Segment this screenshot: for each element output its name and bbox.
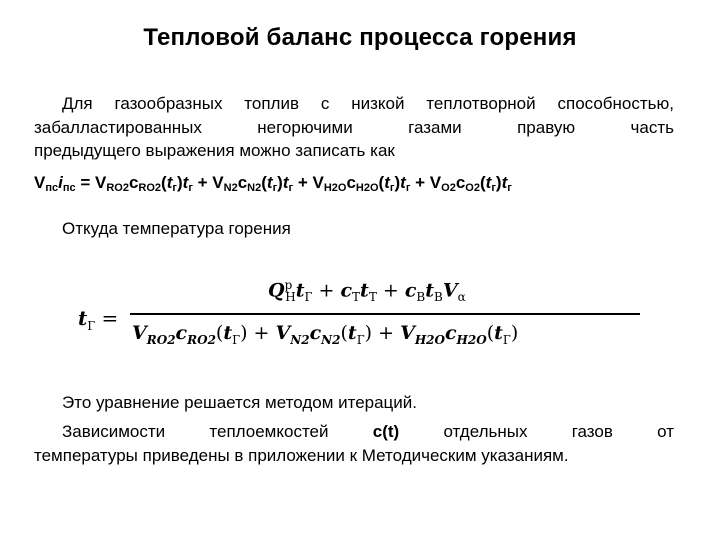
term-4-v-sub: O2 bbox=[441, 182, 456, 194]
den-c1-sub: RO bbox=[187, 332, 208, 347]
term-4-t-sub: г bbox=[507, 182, 512, 194]
term-4-c-sub: O2 bbox=[465, 182, 480, 194]
formula-equals: = bbox=[95, 306, 119, 330]
formula-lhs bbox=[78, 306, 118, 333]
term-3-v-sub: H2O bbox=[323, 182, 347, 194]
term-1-arg-sub: г bbox=[172, 182, 177, 194]
term-4-c: c bbox=[455, 173, 466, 192]
num-t3: t bbox=[425, 279, 435, 302]
term-2-t: t bbox=[282, 173, 289, 192]
combustion-temperature-formula bbox=[78, 272, 678, 362]
term-1-t: t bbox=[182, 173, 189, 192]
iteration-label: Это уравнение решается методом итераций. bbox=[62, 393, 418, 412]
num-t3-sub: В bbox=[434, 290, 443, 305]
term-4-t: t bbox=[501, 173, 508, 192]
den-c2-sub: N bbox=[321, 332, 333, 347]
den-c1-sub2: 2 bbox=[207, 332, 216, 347]
eq-lhs-i-sub: пс bbox=[62, 182, 76, 194]
den-arg-t-3: t bbox=[494, 322, 503, 344]
den-arg-t-1: t bbox=[223, 322, 233, 344]
term-3-arg-sub: г bbox=[389, 182, 395, 194]
term-3-c-sub: H2O bbox=[355, 182, 379, 194]
dependency-paragraph bbox=[34, 420, 674, 444]
num-q-sup: р bbox=[284, 278, 293, 292]
plus-3: + bbox=[410, 173, 430, 192]
slide-title: Тепловой баланс процесса горения bbox=[143, 24, 577, 51]
term-2-c-sub: N2 bbox=[247, 182, 262, 194]
den-arg-t-2: t bbox=[347, 322, 357, 344]
den-v1: V bbox=[132, 322, 147, 344]
eq-equals: = bbox=[75, 173, 95, 192]
num-t1-sub: Г bbox=[304, 290, 313, 305]
term-3-arg-t: t bbox=[384, 173, 390, 192]
term-2-t-sub: г bbox=[288, 182, 294, 194]
den-v3-sub: H bbox=[414, 332, 427, 347]
term-2-arg-t: t bbox=[266, 173, 273, 192]
term-2-v-sub: N2 bbox=[223, 182, 238, 194]
term-2-v: V bbox=[212, 173, 224, 192]
plus-1: + bbox=[192, 173, 213, 192]
intro-line-2: забалластированных негорючими газами правую часть bbox=[34, 117, 674, 137]
term-4-arg-sub: г bbox=[491, 182, 496, 194]
den-v2: V bbox=[275, 322, 291, 344]
term-1-t-sub: г bbox=[188, 182, 193, 194]
intro-paragraph bbox=[34, 92, 674, 116]
intro-paragraph-last bbox=[34, 139, 674, 163]
eq-lhs-v-sub: пс bbox=[45, 182, 59, 194]
term-1-c: c bbox=[128, 173, 139, 192]
whence-text bbox=[34, 217, 674, 241]
eq-lhs-i: i bbox=[58, 173, 63, 192]
eq-lhs-v: V bbox=[34, 173, 46, 192]
num-q-sub: Н bbox=[285, 290, 296, 305]
num-t2-sub: Т bbox=[368, 290, 377, 305]
num-v: V bbox=[442, 279, 458, 302]
den-v3-sub2: 2 bbox=[426, 332, 435, 347]
formula-denominator: $V_{RO2}c_{RO2}(t_Г) + V_{N2}c_{N2}(t_Г) + V_{H2O}c_{H2O}(t_Г)$ bbox=[132, 322, 519, 347]
num-c2: c bbox=[340, 279, 353, 302]
den-c2: c bbox=[309, 322, 322, 344]
formula-numerator bbox=[268, 278, 466, 304]
num-v-sub: α bbox=[457, 290, 466, 305]
term-2-arg-sub: г bbox=[272, 182, 278, 194]
term-3-t-sub: г bbox=[405, 182, 411, 194]
dependency-line-1 bbox=[34, 420, 674, 444]
num-q: Q bbox=[268, 279, 285, 302]
term-3-c: c bbox=[346, 173, 356, 192]
formula-lhs-t: t bbox=[78, 306, 88, 330]
dependency-text-a: Зависимости теплоемкостей bbox=[62, 422, 329, 441]
term-2-c: c bbox=[237, 173, 248, 192]
den-c3-sub2: 2 bbox=[467, 332, 477, 347]
den-arg-sub-3: Г bbox=[502, 332, 511, 347]
term-1-arg-t: t bbox=[166, 173, 173, 192]
term-3-v: V bbox=[312, 173, 324, 192]
den-v1-sub2: 2 bbox=[167, 332, 176, 347]
den-v2-sub2: 2 bbox=[301, 332, 310, 347]
den-arg-sub-1: Г bbox=[232, 332, 241, 347]
den-v2-sub: N bbox=[290, 332, 302, 347]
term-1-v: V bbox=[94, 173, 107, 192]
formula-lhs-sub: Г bbox=[87, 319, 96, 333]
num-c3-sub: В bbox=[416, 290, 426, 305]
dependency-text-b: отдельных газов от bbox=[443, 422, 674, 441]
intro-line-3: предыдущего выражения можно записать как bbox=[34, 141, 395, 160]
num-t2: t bbox=[360, 279, 369, 302]
den-plus-1: + bbox=[247, 322, 276, 344]
intro-line-1: Для газообразных топлив с низкой теплотворной способностью, bbox=[62, 94, 674, 113]
den-v3-sub3: O bbox=[434, 332, 445, 347]
num-plus-2: + bbox=[376, 279, 405, 302]
num-plus-1: + bbox=[312, 279, 341, 302]
den-v1-sub: RO bbox=[146, 332, 168, 347]
whence-label: Откуда температура горения bbox=[62, 219, 291, 238]
term-4-arg-t: t bbox=[485, 173, 492, 192]
den-v3: V bbox=[400, 322, 415, 344]
num-c3: c bbox=[404, 279, 417, 302]
plus-2: + bbox=[293, 173, 313, 192]
term-3-t: t bbox=[400, 173, 406, 192]
dependency-paragraph-last bbox=[34, 444, 674, 468]
den-c2-sub2: 2 bbox=[332, 332, 341, 347]
num-t1: t bbox=[295, 279, 305, 302]
den-plus-2: + bbox=[372, 322, 401, 344]
term-1-c-sub: RO2 bbox=[138, 182, 162, 194]
dependency-line-2: температуры приведены в приложении к Методическим указаниям. bbox=[34, 445, 569, 465]
intro-paragraph-cont bbox=[34, 116, 674, 140]
iteration-text bbox=[34, 391, 674, 415]
term-4-v: V bbox=[429, 173, 442, 192]
den-c1: c bbox=[175, 322, 188, 344]
term-1-v-sub: RO2 bbox=[106, 182, 129, 194]
dependency-ct: c(t) bbox=[372, 422, 400, 441]
den-c3-sub: H bbox=[456, 332, 468, 347]
num-c2-sub: Т bbox=[352, 290, 361, 305]
heat-balance-equation: $V_{пс}i_{пс} = V_{RO2}c_{RO2}(t_г)t_г + V_{N2}c_{N2}(t_г)t_г + V_{H2O}c_{H2O}(t_г)t_г + V_{O2}c_{O2}(t_г)t_г$ bbox=[34, 173, 512, 194]
den-arg-sub-2: Г bbox=[356, 332, 365, 347]
den-c3-sub3: O bbox=[476, 332, 487, 347]
den-c3: c bbox=[444, 322, 457, 344]
fraction-bar bbox=[130, 313, 640, 315]
